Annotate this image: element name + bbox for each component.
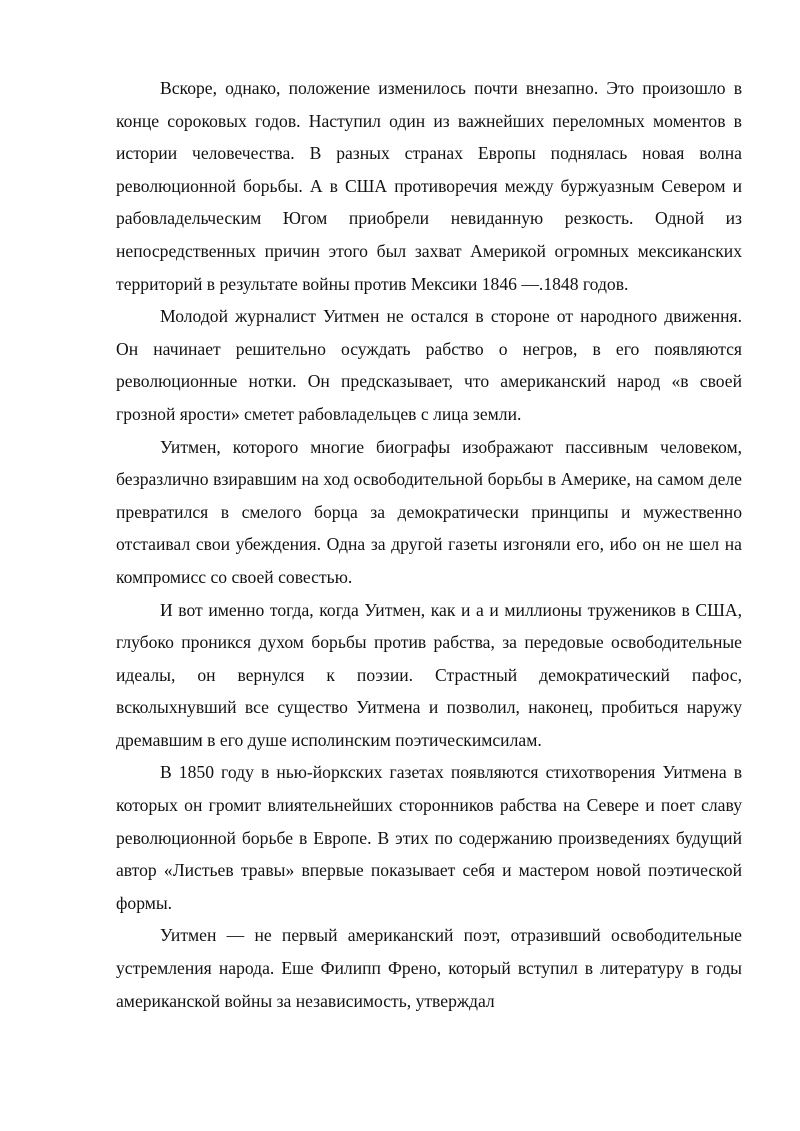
paragraph-4: И вот именно тогда, когда Уитмен, как и а и миллионы тружеников в США, глубоко проникся духом борьбы против рабства, за передовые освободительные идеалы, он вернулся к поэзии. Страстный демократический пафос, всколыхнувший все существо Уитмена и позволил, наконец, пробиться наружу дремавшим в его душе исполинским поэтическимсилам. <box>116 599 742 750</box>
paragraph-5: В 1850 году в нью-йоркских газетах появляются стихотворения Уитмена в которых он громит влиятельнейших сторонников рабства на Севере и поет славу революционной борьбе в Европе. В этих по содержанию произведениях будущий автор «Листьев травы» впервые показывает себя и мастером новой поэтической формы. <box>116 762 742 913</box>
paragraph-1: Вскоре, однако, положение изменилось почти внезапно. Это произошло в конце сороковых годов. Наступил один из важнейших переломных моментов в истории человечества. В разных странах Европы поднялась новая волна революционной борьбы. А в США противоречия между буржуазным Севером и рабовладельческим Югом приобрели невиданную резкость. Одной из непосредственных причин этого был захват Америкой огромных мексиканских территорий в результате войны против Мексики 1846 —.1848 годов. <box>116 78 742 294</box>
paragraph-3: Уитмен, которого многие биографы изображают пассивным человеком, безразлично взиравшим на ход освободительной борьбы в Америке, на самом деле превратился в смелого борца за демократически принципы и мужественно отстаивал свои убеждения. Одна за другой газеты изгоняли его, ибо он не шел на компромисс со своей совестью. <box>116 436 742 587</box>
document-body <box>116 72 742 1017</box>
paragraph-2: Молодой журналист Уитмен не остался в стороне от народного движення. Он начинает решительно осуждать рабство о негров, в его появляются революционные нотки. Он предсказывает, что американский народ «в своей грозной ярости» сметет рабовладельцев с лица земли. <box>116 306 742 424</box>
paragraph-6: Уитмен — не первый американский поэт, отразивший освободительные устремления народа. Еше Филипп Френо, который вступил в литературу в годы американской войны за независимость, утверждал <box>116 925 742 1011</box>
